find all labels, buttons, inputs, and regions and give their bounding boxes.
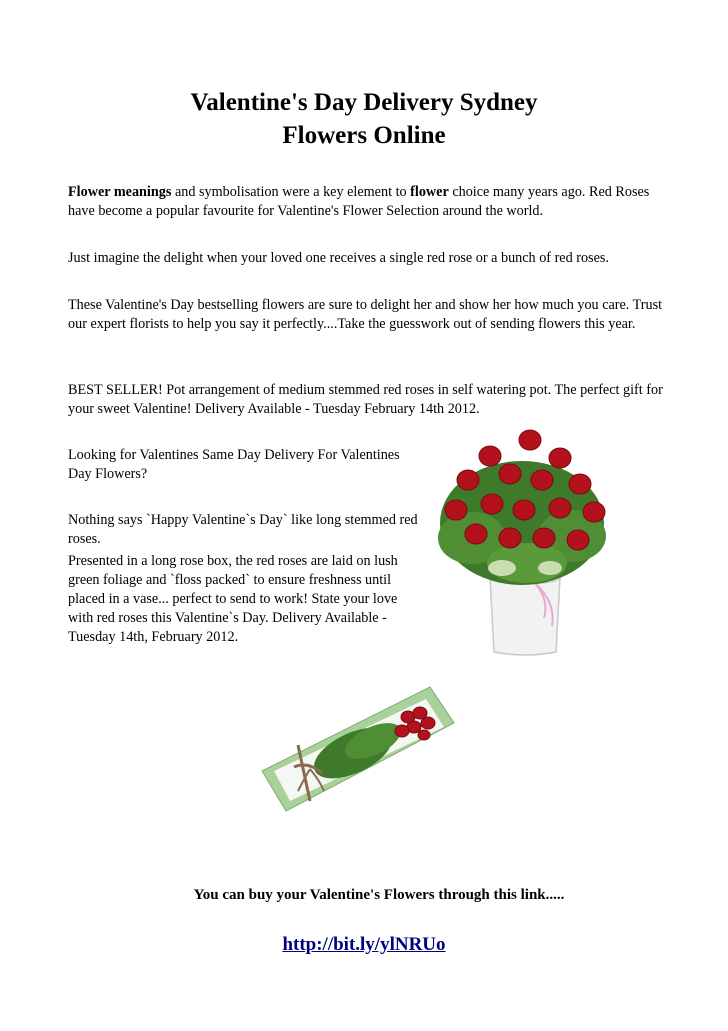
paragraph-flower-meanings: [68, 183, 668, 221]
paragraph-bestselling: These Valentine's Day bestselling flowers are sure to delight her and show her how much you care. Trust our expert florists to help you say it perfectly....Take the guesswork out of sending flowers this year.: [68, 297, 663, 332]
buy-link-caption: You can buy your Valentine's Flowers through this link.....: [193, 887, 565, 903]
p1-text-1: and symbolisation were a key element to: [171, 184, 411, 200]
p1-text-2: choice many years ago. Red Roses have become a popular favourite for Valentine's Flower Selection around the world.: [68, 184, 650, 219]
bold-flower: flower: [410, 184, 449, 200]
paragraph-same-day: Looking for Valentines Same Day Delivery For Valentines Day Flowers?: [68, 447, 400, 482]
paragraph-imagine: Just imagine the delight when your loved one receives a single red rose or a bunch of red roses.: [68, 250, 609, 266]
buy-link-container: [0, 934, 728, 956]
title-line-1: Valentine's Day Delivery Sydney: [190, 89, 538, 116]
bold-flower-meanings: Flower meanings: [68, 184, 172, 200]
paragraph-best-seller: BEST SELLER! Pot arrangement of medium stemmed red roses in self watering pot. The perfect gift for your sweet Valentine! Delivery Available - Tuesday February 14th 2012.: [68, 382, 663, 417]
rose-pot-image: [432, 428, 612, 660]
paragraph-rose-box: Presented in a long rose box, the red roses are laid on lush green foliage and `floss packed` to ensure freshness until placed in a vase... perfect to send to work! State your love with red roses this Valentine`s Day. Delivery Available -Tuesday 14th, February 2012.: [68, 553, 398, 645]
buy-link[interactable]: http://bit.ly/ylNRUo: [282, 934, 446, 955]
page-title: [0, 86, 728, 152]
title-line-2: Flowers Online: [282, 122, 446, 149]
rose-box-image: [258, 683, 456, 815]
paragraph-nothing-says: Nothing says `Happy Valentine`s Day` like long stemmed red roses.: [68, 512, 418, 547]
